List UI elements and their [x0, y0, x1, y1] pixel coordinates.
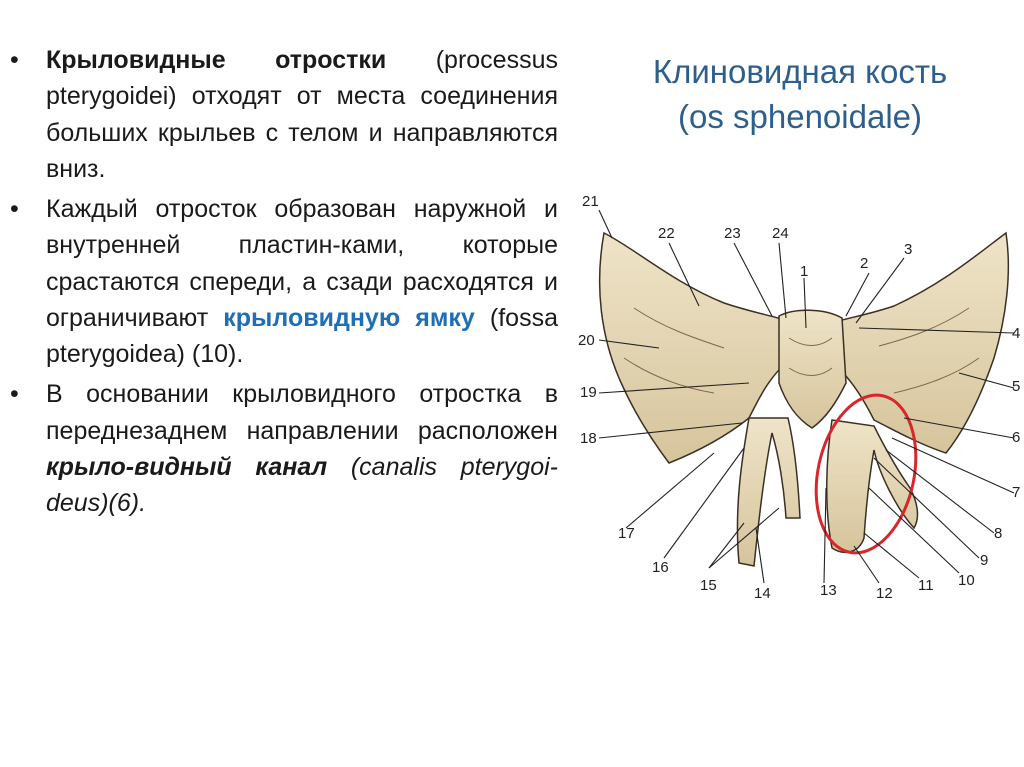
term: Крыловидные отростки — [46, 46, 387, 74]
bullet-item — [10, 42, 558, 187]
figure-label: 10 — [958, 572, 975, 589]
figure-label: 24 — [772, 225, 789, 242]
text: Каждый отросток образован наружной и внутренней пластин-ками, которые срастаются спереди, а сзади расходятся и ограничивают — [46, 195, 558, 332]
figure-label: 9 — [980, 552, 989, 569]
bullet-dot: • — [10, 195, 19, 223]
text: В основании крыловидного отростка в переднезаднем направлении расположен — [46, 380, 558, 445]
bullet-dot: • — [10, 46, 19, 74]
title-line-2: (os sphenoidale) — [678, 97, 922, 135]
figure-label: 5 — [1012, 378, 1021, 395]
figure-label: 4 — [1012, 325, 1021, 342]
figure-label: 12 — [876, 585, 893, 602]
term: крыло-видный канал — [46, 452, 328, 481]
bullet-text — [46, 191, 558, 372]
figure-label: 15 — [700, 577, 717, 594]
figure-label: 22 — [658, 225, 675, 242]
bullet-dot: • — [10, 380, 19, 409]
figure-label: 13 — [820, 582, 837, 599]
figure-label: 21 — [582, 193, 599, 210]
sphenoid-drawing — [574, 188, 1024, 608]
figure-label: 20 — [578, 332, 595, 349]
text-italic: (canalis pterygoi-deus)(6). — [46, 452, 558, 517]
figure-label: 6 — [1012, 429, 1021, 446]
figure-label: 14 — [754, 585, 771, 602]
term-highlight: крыловидную ямку — [223, 303, 475, 332]
figure-label: 23 — [724, 225, 741, 242]
text: (fossa pterygoidea) (10). — [46, 303, 558, 368]
figure-label: 11 — [918, 577, 934, 594]
slide-title — [580, 50, 1020, 139]
figure-label: 2 — [860, 255, 869, 272]
figure-label: 16 — [652, 559, 669, 576]
figure-label: 7 — [1012, 484, 1021, 501]
figure-label: 8 — [994, 525, 1003, 542]
figure-label: 17 — [618, 525, 635, 542]
figure-label: 1 — [800, 263, 809, 280]
bullet-text — [46, 42, 558, 187]
text: (processus pterygoidei) отходят от места соединения больших крыльев с телом и направляются вниз. — [46, 46, 558, 183]
title-line-1: Клиновидная кость — [652, 53, 948, 90]
figure-label: 3 — [904, 241, 913, 258]
bullet-list — [10, 42, 558, 525]
bullet-text — [46, 376, 558, 521]
figure-label: 18 — [580, 430, 597, 447]
bullet-item — [10, 191, 558, 372]
figure-label: 19 — [580, 384, 597, 401]
sphenoid-illustration — [574, 188, 1024, 608]
bullet-item — [10, 376, 558, 521]
